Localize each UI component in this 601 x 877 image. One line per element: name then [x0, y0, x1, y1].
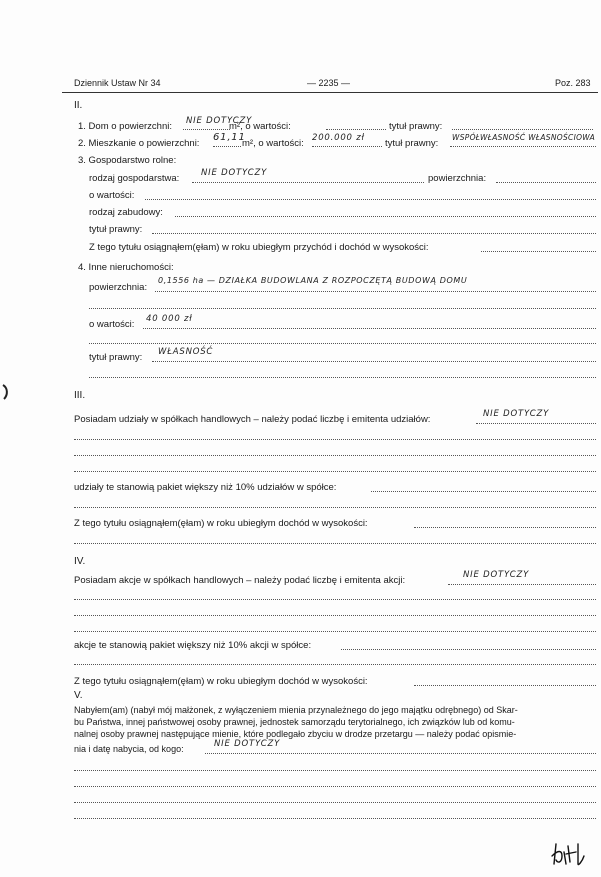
flat-title-label: tytuł prawny: — [385, 138, 439, 149]
farm-value-line — [145, 199, 596, 200]
farm-title-line — [152, 233, 596, 234]
house-unit: m², o wartości: — [229, 121, 291, 132]
farm-area-line — [496, 182, 596, 183]
section-iv-numeral: IV. — [74, 556, 86, 567]
farm-type-line — [192, 182, 424, 183]
flat-area-line — [213, 146, 241, 147]
stocks-pakiet-label: akcje te stanowią pakiet większy niż 10% akcji w spółce: — [74, 640, 312, 651]
section-v-line-1: Nabyłem(am) (nabył mój małżonek, z wyłączeniem mienia przynależnego do jego majątku odrębnego) od Skar- — [74, 705, 518, 715]
stocks-label: Posiadam akcje w spółkach handlowych – należy podać liczbę i emitenta akcji: — [74, 575, 406, 586]
farm-building-label: rodzaj zabudowy: — [89, 207, 163, 218]
farm-income-line — [481, 251, 596, 252]
other-area-value: 0,1556 ha — DZIAŁKA BUDOWLANA Z ROZPOCZĘTĄ BUDOWĄ DOMU — [158, 276, 468, 285]
section-v-line-4 — [205, 753, 596, 754]
section-v-line-4-label: nia i datę nabycia, od kogo: — [74, 744, 184, 754]
flat-unit: m², o wartości: — [242, 138, 304, 149]
other-value-value: 40 000 zł — [146, 314, 193, 324]
house-area-value: NIE DOTYCZY — [186, 116, 253, 126]
stocks-line — [448, 584, 596, 585]
binding-mark — [0, 383, 12, 401]
section-v-line-3: nalnej osoby prawnej następujące mienie, które podlegało zbyciu w drodze przetargu — należy podać opismie- — [74, 729, 517, 739]
other-title-line-2 — [89, 377, 596, 378]
stocks-line-3 — [74, 615, 596, 616]
farm-value-label: o wartości: — [89, 190, 135, 201]
stocks-pakiet-line-2 — [74, 664, 596, 665]
flat-title-value: WSPÓŁWŁASNOŚĆ WŁASNOŚCIOWA — [452, 133, 596, 142]
shares-income-label: Z tego tytułu osiągnąłem(ęłam) w roku ubiegłym dochód w wysokości: — [74, 518, 368, 529]
section-v-line-8 — [74, 818, 596, 819]
flat-value-line — [312, 146, 382, 147]
other-value-line — [143, 328, 596, 329]
flat-value-value: 200.000 zł — [312, 133, 365, 143]
other-value-line-2 — [89, 343, 596, 344]
shares-pakiet-line — [371, 491, 596, 492]
shares-line-4 — [74, 471, 596, 472]
house-label: 1. Dom o powierzchni: — [78, 121, 172, 132]
shares-value: NIE DOTYCZY — [483, 409, 550, 419]
signature — [548, 838, 588, 868]
shares-income-line-2 — [74, 543, 596, 544]
shares-pakiet-line-2 — [74, 507, 596, 508]
stocks-line-2 — [74, 599, 596, 600]
house-value-line — [326, 129, 386, 130]
other-title-line — [152, 361, 596, 362]
stocks-value: NIE DOTYCZY — [463, 570, 530, 580]
section-v-line-6 — [74, 786, 596, 787]
house-title-label: tytuł prawny: — [389, 121, 443, 132]
section-ii-numeral: II. — [74, 100, 83, 111]
other-value-label: o wartości: — [89, 319, 135, 330]
shares-line-3 — [74, 455, 596, 456]
shares-label: Posiadam udziały w spółkach handlowych – należy podać liczbę i emitenta udziałów: — [74, 414, 431, 425]
flat-area-value: 61,11 — [213, 132, 246, 143]
house-title-line — [452, 129, 593, 130]
journal-name: Dziennik Ustaw Nr 34 — [74, 78, 161, 88]
flat-label: 2. Mieszkanie o powierzchni: — [78, 138, 200, 149]
farm-area-label: powierzchnia: — [428, 173, 487, 184]
section-iii-numeral: III. — [74, 390, 86, 401]
shares-line — [476, 423, 596, 424]
section-v-line-2: bu Państwa, innej państwowej osoby prawnej, jednostek samorządu terytorialnego, ich związków lub od komu- — [74, 717, 515, 727]
shares-line-2 — [74, 439, 596, 440]
farm-income-label: Z tego tytułu osiągnąłem(ęłam) w roku ubiegłym przychód i dochód w wysokości: — [89, 242, 429, 253]
farm-label: 3. Gospodarstwo rolne: — [78, 155, 177, 166]
other-area-line-2 — [89, 308, 596, 309]
shares-pakiet-label: udziały te stanowią pakiet większy niż 10% udziałów w spółce: — [74, 482, 337, 493]
other-label: 4. Inne nieruchomości: — [78, 262, 174, 273]
stocks-line-4 — [74, 631, 596, 632]
position-number: Poz. 283 — [555, 78, 591, 88]
farm-type-label: rodzaj gospodarstwa: — [89, 173, 180, 184]
stocks-pakiet-line — [341, 649, 596, 650]
house-area-line — [183, 129, 230, 130]
other-area-label: powierzchnia: — [89, 282, 148, 293]
page-number: — 2235 — — [307, 78, 351, 88]
section-v-value: NIE DOTYCZY — [214, 739, 281, 749]
section-v-numeral: V. — [74, 690, 83, 701]
farm-building-line — [175, 216, 596, 217]
stocks-income-label: Z tego tytułu osiągnąłem(ęłam) w roku ubiegłym dochód w wysokości: — [74, 676, 368, 687]
header-rule — [62, 92, 598, 93]
other-area-line — [155, 291, 596, 292]
shares-income-line — [414, 527, 596, 528]
section-v-line-7 — [74, 802, 596, 803]
stocks-income-line — [414, 685, 596, 686]
section-v-line-5 — [74, 770, 596, 771]
other-title-label: tytuł prawny: — [89, 352, 143, 363]
flat-title-line — [450, 146, 596, 147]
farm-type-value: NIE DOTYCZY — [201, 168, 268, 178]
farm-title-label: tytuł prawny: — [89, 224, 143, 235]
other-title-value: WŁASNOŚĆ — [158, 347, 214, 357]
